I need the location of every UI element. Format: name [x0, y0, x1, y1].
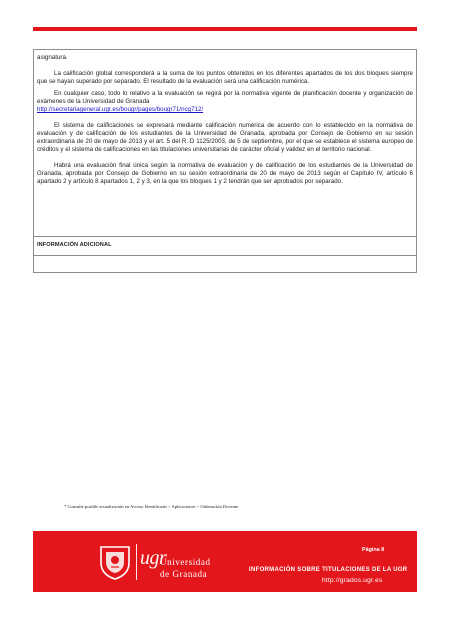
footer-url-link[interactable]: http://grados.ugr.es	[322, 577, 383, 584]
header-accent-bar	[33, 27, 417, 31]
paragraph-global-grade: La calificación global corresponderá a la suma de los puntos obtenidos en los diferentes apartados de los dos bloques siempre que se hayan superado por separado. El resultado de la evaluación será una calificación numérica.	[37, 70, 413, 85]
paragraph-asignatura: asignatura.	[37, 54, 68, 61]
ugr-logo-mark: ugr	[140, 547, 167, 569]
university-name-line1: Universidad	[160, 557, 211, 567]
page-number: Página 8	[362, 547, 385, 553]
university-seal-icon	[97, 543, 133, 580]
footer-banner	[33, 531, 417, 592]
paragraph-grading-system: El sistema de calificaciones se expresará mediante calificación numérica de acuerdo con lo establecido en la normativa de evaluación y de calificación de los estudiantes de la Universidad de Granada, aprobada por Consejo de Gobierno en su sesión extraordinaria de 20 de mayo de 2013 y el art. 5 del R. D 1125/2003, de 5 de septiembre, por el que se establece el sistema europeo de créditos y el sistema de calificaciones en las titulaciones universitarias de carácter oficial y validez en el territorio nacional.	[37, 122, 413, 153]
university-name-line2: de Granada	[160, 569, 208, 579]
footer-title: INFORMACIÓN SOBRE TITULACIONES DE LA UGR	[249, 567, 408, 573]
evaluation-table-box	[33, 49, 417, 273]
footnote: * Consulte posible actualización en Acceso Identificado > Aplicaciones > Ordenación Docente.	[64, 504, 240, 509]
regulations-link[interactable]: http://secretariageneral.ugr.es/bougr/pages/bougr71/ncg712/	[37, 106, 204, 113]
paragraph-regulations	[37, 90, 413, 114]
regulations-text: En cualquier caso, todo lo relativo a la evaluación se regirá por la normativa vigente de planificación docente y organización de exámenes de la Universidad de Granada	[37, 90, 413, 105]
paragraph-final-evaluation: Habrá una evaluación final única según la normativa de evaluación y de calificación de los estudiantes de la Universidad de Granada, aprobada por Consejo de Gobierno en su sesión extraordinaria de 20 de mayo de 2013 según el Capítulo IV, artículo 6 apartado 2 y artículo 8 apartados 1, 2 y 3, en la que los bloques 1 y 2 tendrán que ser aprobados por separado.	[37, 162, 413, 185]
additional-info-heading: INFORMACIÓN ADICIONAL	[37, 242, 112, 248]
section-divider-bottom	[34, 255, 416, 256]
evaluation-content	[34, 50, 416, 186]
section-divider-top	[34, 236, 416, 237]
logo-divider	[136, 544, 137, 580]
